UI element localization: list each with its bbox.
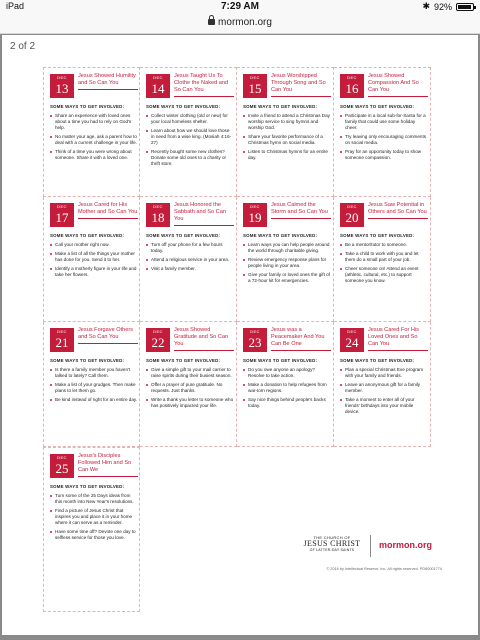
day-title: Jesus Showed Gratitude and So Can You <box>174 327 234 351</box>
date-badge <box>146 203 170 227</box>
day-card <box>43 322 140 447</box>
pdf-page <box>2 35 478 635</box>
idea-item: Leave an anonymous gift for a family member. <box>340 382 428 394</box>
idea-item: Write a thank you letter to someone who has positively impacted your life. <box>146 397 234 409</box>
idea-item: Is there a family member you haven't talked to lately? Call them. <box>50 367 138 379</box>
day-title: Jesus Calmed the Storm and So Can You <box>271 202 331 219</box>
day-card <box>237 67 334 197</box>
date-month: DEC <box>250 204 260 209</box>
day-title: Jesus was a Peacemaker And You Can Be One <box>271 327 331 351</box>
date-badge <box>50 74 74 98</box>
day-title: Jesus Showed Humility and So Can You <box>78 73 138 90</box>
idea-item: Identify a motherly figure in your life and take her flowers. <box>50 266 138 278</box>
ways-heading: SOME WAYS TO GET INVOLVED: <box>340 233 415 238</box>
idea-item: Think of a time you were wrong about someone. Share it with a loved one. <box>50 149 138 161</box>
date-month: DEC <box>57 455 67 460</box>
date-badge <box>50 203 74 227</box>
date-badge <box>146 328 170 352</box>
idea-item: Give your family or loved ones the gift of a 72-hour kit for emergencies. <box>243 272 331 284</box>
address-display[interactable] <box>0 17 480 28</box>
idea-list <box>340 242 428 287</box>
idea-item: Share your favorite performance of a Christmas hymn on social media. <box>243 134 331 146</box>
date-day: 14 <box>151 81 165 96</box>
idea-item: Collect winter clothing (old or new) for your local homeless shelter. <box>146 113 234 125</box>
date-day: 23 <box>248 335 262 350</box>
ways-heading: SOME WAYS TO GET INVOLVED: <box>340 104 415 109</box>
copyright-notice: © 2016 by Intellectual Reserve, Inc. All rights reserved. PD60001774 <box>326 567 442 571</box>
ways-heading: SOME WAYS TO GET INVOLVED: <box>146 233 221 238</box>
date-day: 19 <box>248 210 262 225</box>
idea-item: Be kind instead of right for an entire day. <box>50 397 138 403</box>
date-badge <box>50 328 74 352</box>
idea-item: Take a child to work with you and let them do a small part of your job. <box>340 251 428 263</box>
idea-list <box>243 113 331 164</box>
date-day: 17 <box>55 210 69 225</box>
idea-item: Make a donation to help refugees from war-torn regions. <box>243 382 331 394</box>
date-month: DEC <box>250 329 260 334</box>
idea-item: Plan a special Christmas Eve program with your family and friends. <box>340 367 428 379</box>
idea-item: Attend a religious service in your area. <box>146 257 234 263</box>
day-card <box>140 67 237 197</box>
church-logo-line1: THE CHURCH OF <box>313 535 351 540</box>
date-day: 25 <box>55 461 69 476</box>
ways-heading: SOME WAYS TO GET INVOLVED: <box>146 104 221 109</box>
site-link[interactable]: mormon.org <box>379 540 432 550</box>
idea-list <box>50 367 138 406</box>
day-title: Jesus Showed Compassion And So Can You <box>368 73 428 97</box>
idea-item: Have some time off? Devote one day to selfless service for those you love. <box>50 529 138 541</box>
ways-heading: SOME WAYS TO GET INVOLVED: <box>50 484 125 489</box>
battery-fill <box>458 5 471 9</box>
idea-item: Learn ways you can help people around the world through charitable giving. <box>243 242 331 254</box>
day-title: Jesus Cared for His Mother and So Can You <box>78 202 138 219</box>
idea-item: Visit a family member. <box>146 266 234 272</box>
date-day: 18 <box>151 210 165 225</box>
date-day: 24 <box>345 335 359 350</box>
date-month: DEC <box>57 329 67 334</box>
ways-heading: SOME WAYS TO GET INVOLVED: <box>146 358 221 363</box>
ways-heading: SOME WAYS TO GET INVOLVED: <box>243 233 318 238</box>
date-badge <box>50 454 74 478</box>
day-card <box>140 197 237 322</box>
idea-item: Take a moment to enter all of your friends' birthdays into your mobile device. <box>340 397 428 415</box>
day-title: Jesus Forgave Others and So Can You <box>78 327 138 344</box>
idea-item: Share an experience with loved ones about a time you had to rely on God's help. <box>50 113 138 131</box>
idea-item: Say nice things behind people's backs today. <box>243 397 331 409</box>
status-bar <box>0 0 480 14</box>
idea-item: Participate in a local sub-for-Santa for a family that could use some holiday cheer. <box>340 113 428 131</box>
idea-item: Call your mother right now. <box>50 242 138 248</box>
date-badge <box>243 203 267 227</box>
date-day: 22 <box>151 335 165 350</box>
day-card <box>334 67 431 197</box>
idea-list <box>50 113 138 164</box>
day-title: Jesus Taught Us To Clothe the Naked and So Can You <box>174 73 234 97</box>
ways-heading: SOME WAYS TO GET INVOLVED: <box>50 104 125 109</box>
idea-list <box>340 367 428 418</box>
document-viewer[interactable] <box>0 34 480 640</box>
date-badge <box>340 328 364 352</box>
date-month: DEC <box>57 75 67 80</box>
idea-list <box>340 113 428 164</box>
day-title: Jesus Cared For His Loved Ones and So Can You <box>368 327 428 351</box>
date-day: 15 <box>248 81 262 96</box>
carrier-label: iPad <box>6 1 25 11</box>
day-card <box>334 197 431 322</box>
idea-list <box>146 367 234 412</box>
idea-item: No matter your age, ask a parent how to deal with a current challenge in your life. <box>50 134 138 146</box>
url-text: mormon.org <box>218 17 272 28</box>
idea-list <box>243 367 331 412</box>
date-badge <box>243 328 267 352</box>
date-day: 16 <box>345 81 359 96</box>
idea-item: Give a simple gift to your mail carrier to raise spirits during their busiest season. <box>146 367 234 379</box>
idea-item: Recently bought some new clothes? Donate some old ones to a charity or thrift store. <box>146 149 234 167</box>
idea-item: Offer a prayer of pure gratitude. No requests. Just thanks. <box>146 382 234 394</box>
browser-address-bar[interactable] <box>0 14 480 34</box>
idea-item: Make a list of your grudges. Then make plans to let them go. <box>50 382 138 394</box>
idea-item: Do you owe anyone an apology? Resolve to take action. <box>243 367 331 379</box>
date-month: DEC <box>153 204 163 209</box>
bluetooth-icon: ✱ <box>422 1 430 11</box>
ways-heading: SOME WAYS TO GET INVOLVED: <box>243 104 318 109</box>
idea-list <box>146 242 234 275</box>
idea-item: Review emergency response plans for people living in your area. <box>243 257 331 269</box>
ways-heading: SOME WAYS TO GET INVOLVED: <box>340 358 415 363</box>
day-card <box>237 322 334 447</box>
idea-item: Turn off your phone for a few hours today. <box>146 242 234 254</box>
clock: 7:29 AM <box>221 1 259 12</box>
day-card <box>43 447 140 612</box>
idea-item: Make a list of all the things your mother has done for you. Send it to her. <box>50 251 138 263</box>
date-day: 13 <box>55 81 69 96</box>
idea-item: Find a picture of Jesus Christ that inspires you and place it in your home where it can serve as a reminder. <box>50 508 138 526</box>
ways-heading: SOME WAYS TO GET INVOLVED: <box>50 358 125 363</box>
idea-item: Cheer someone on! Attend an event (athletic, cultural, etc.) to support someone you know. <box>340 266 428 284</box>
day-card <box>237 197 334 322</box>
idea-list <box>50 493 138 544</box>
idea-list <box>243 242 331 287</box>
ways-heading: SOME WAYS TO GET INVOLVED: <box>50 233 125 238</box>
page-indicator: 2 of 2 <box>10 41 36 52</box>
idea-item: Be a mentor/tutor to someone. <box>340 242 428 248</box>
date-badge <box>340 74 364 98</box>
logo-divider <box>370 535 371 557</box>
church-logo-line2: JESUS CHRIST <box>303 539 361 548</box>
day-title: Jesus Worshipped Through Song and So Can You <box>271 73 331 97</box>
day-title: Jesus Saw Potential in Others and So Can You <box>368 202 428 219</box>
day-card <box>43 197 140 322</box>
date-month: DEC <box>250 75 260 80</box>
date-month: DEC <box>153 75 163 80</box>
idea-item: Learn about how we should love those in need from a wise king. (Mosiah 4:16-27) <box>146 128 234 146</box>
status-right <box>422 1 474 12</box>
church-logo-line3: OF LATTER-DAY SAINTS <box>309 548 355 552</box>
idea-list <box>146 113 234 170</box>
day-title: Jesus's Disciples Followed Him and So Can We <box>78 453 138 477</box>
date-month: DEC <box>153 329 163 334</box>
date-month: DEC <box>57 204 67 209</box>
lock-icon <box>208 19 215 25</box>
day-title: Jesus Honored the Sabbath and So Can You <box>174 202 234 226</box>
idea-item: Try leaving only encouraging comments on social media. <box>340 134 428 146</box>
idea-item: Turn some of the 25 Days ideas from this month into New Year's resolutions. <box>50 493 138 505</box>
idea-item: Listen to Christmas hymns for an entire day. <box>243 149 331 161</box>
date-badge <box>146 74 170 98</box>
day-card <box>140 322 237 447</box>
ways-heading: SOME WAYS TO GET INVOLVED: <box>243 358 318 363</box>
battery-percent: 92% <box>433 1 452 12</box>
date-month: DEC <box>347 329 357 334</box>
date-month: DEC <box>347 204 357 209</box>
battery-icon <box>456 3 474 11</box>
date-day: 21 <box>55 335 69 350</box>
date-badge <box>340 203 364 227</box>
idea-item: Pray for an opportunity today to show someone compassion. <box>340 149 428 161</box>
date-month: DEC <box>347 75 357 80</box>
day-card <box>334 322 431 447</box>
date-badge <box>243 74 267 98</box>
church-logo <box>297 535 367 552</box>
day-card <box>43 67 140 197</box>
idea-list <box>50 242 138 281</box>
date-day: 20 <box>345 210 359 225</box>
idea-item: Invite a friend to attend a Christmas Day worship service to sing hymns and worship God. <box>243 113 331 131</box>
